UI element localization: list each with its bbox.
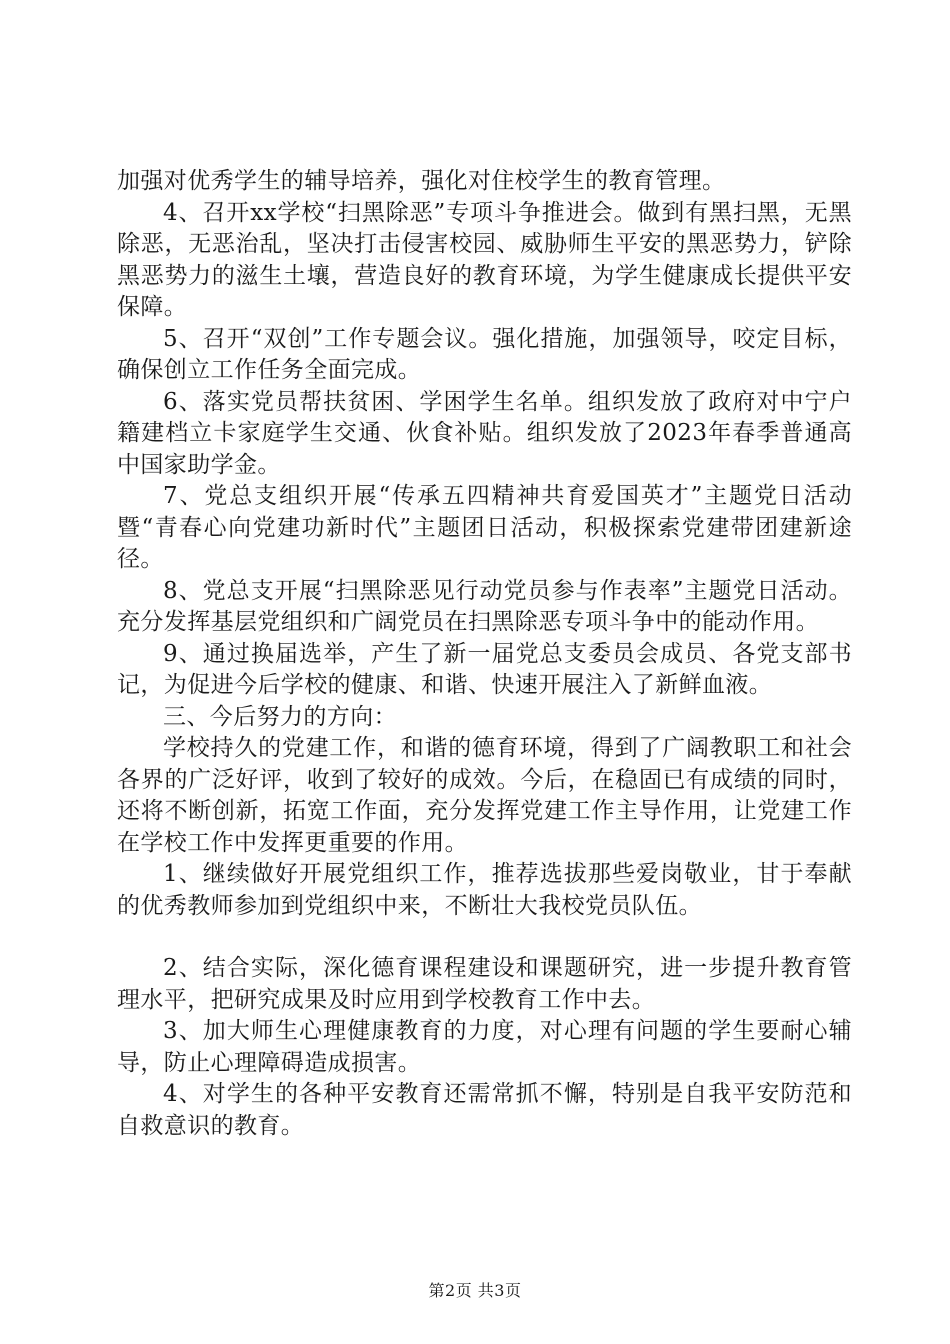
paragraph-future-3: 3、加大师生心理健康教育的力度，对心理有问题的学生要耐心辅导，防止心理障碍造成损害。: [117, 1018, 852, 1076]
paragraph-item-6: 6、落实党员帮扶贫困、学困学生名单。组织发放了政府对中宁户籍建档立卡家庭学生交通、伙食补贴。组织发放了2023年春季普通高中国家助学金。: [117, 388, 852, 478]
paragraph-item-5: 5、召开“双创”工作专题会议。强化措施，加强领导，咬定目标，确保创立工作任务全面完成。: [117, 325, 852, 383]
section-heading-future-direction: 三、今后努力的方向：: [163, 703, 397, 730]
paragraph-item-8: 8、党总支开展“扫黑除恶见行动党员参与作表率”主题党日活动。充分发挥基层党组织和广阔党员在扫黑除恶专项斗争中的能动作用。: [117, 577, 852, 635]
paragraph-item-7: 7、党总支组织开展“传承五四精神共育爱国英才”主题党日活动暨“青春心向党建功新时代”主题团日活动，积极探索党建带团建新途径。: [117, 483, 852, 572]
page-number-footer: 第2页 共3页: [428, 1281, 522, 1300]
paragraph-future-4: 4、对学生的各种平安教育还需常抓不懈，特别是自我平安防范和自救意识的教育。: [117, 1081, 852, 1139]
paragraph-continuation: 加强对优秀学生的辅导培养，强化对住校学生的教育管理。: [117, 168, 726, 194]
paragraph-item-4: 4、召开xx学校“扫黑除恶”专项斗争推进会。做到有黑扫黑，无黑除恶，无恶治乱，坚决打击侵害校园、威胁师生平安的黑恶势力，铲除黑恶势力的滋生土壤，营造良好的教育环境，为学生健康成长提供平安保障。: [117, 199, 852, 320]
paragraph-future-intro: 学校持久的党建工作，和谐的德育环境，得到了广阔教职工和社会各界的广泛好评，收到了较好的成效。今后，在稳固已有成绩的同时，还将不断创新，拓宽工作面，充分发挥党建工作主导作用，让党建工作在学校工作中发挥更重要的作用。: [117, 735, 852, 856]
paragraph-item-9: 9、通过换届选举，产生了新一届党总支委员会成员、各党支部书记，为促进今后学校的健康、和谐、快速开展注入了新鲜血液。: [117, 640, 852, 698]
document-body: [117, 166, 852, 1142]
paragraph-future-1: 1、继续做好开展党组织工作，推荐选拔那些爱岗敬业，甘于奉献的优秀教师参加到党组织中来，不断壮大我校党员队伍。: [117, 861, 852, 919]
paragraph-future-2: 2、结合实际，深化德育课程建设和课题研究，进一步提升教育管理水平，把研究成果及时应用到学校教育工作中去。: [117, 955, 852, 1013]
blank-line: [117, 922, 852, 953]
